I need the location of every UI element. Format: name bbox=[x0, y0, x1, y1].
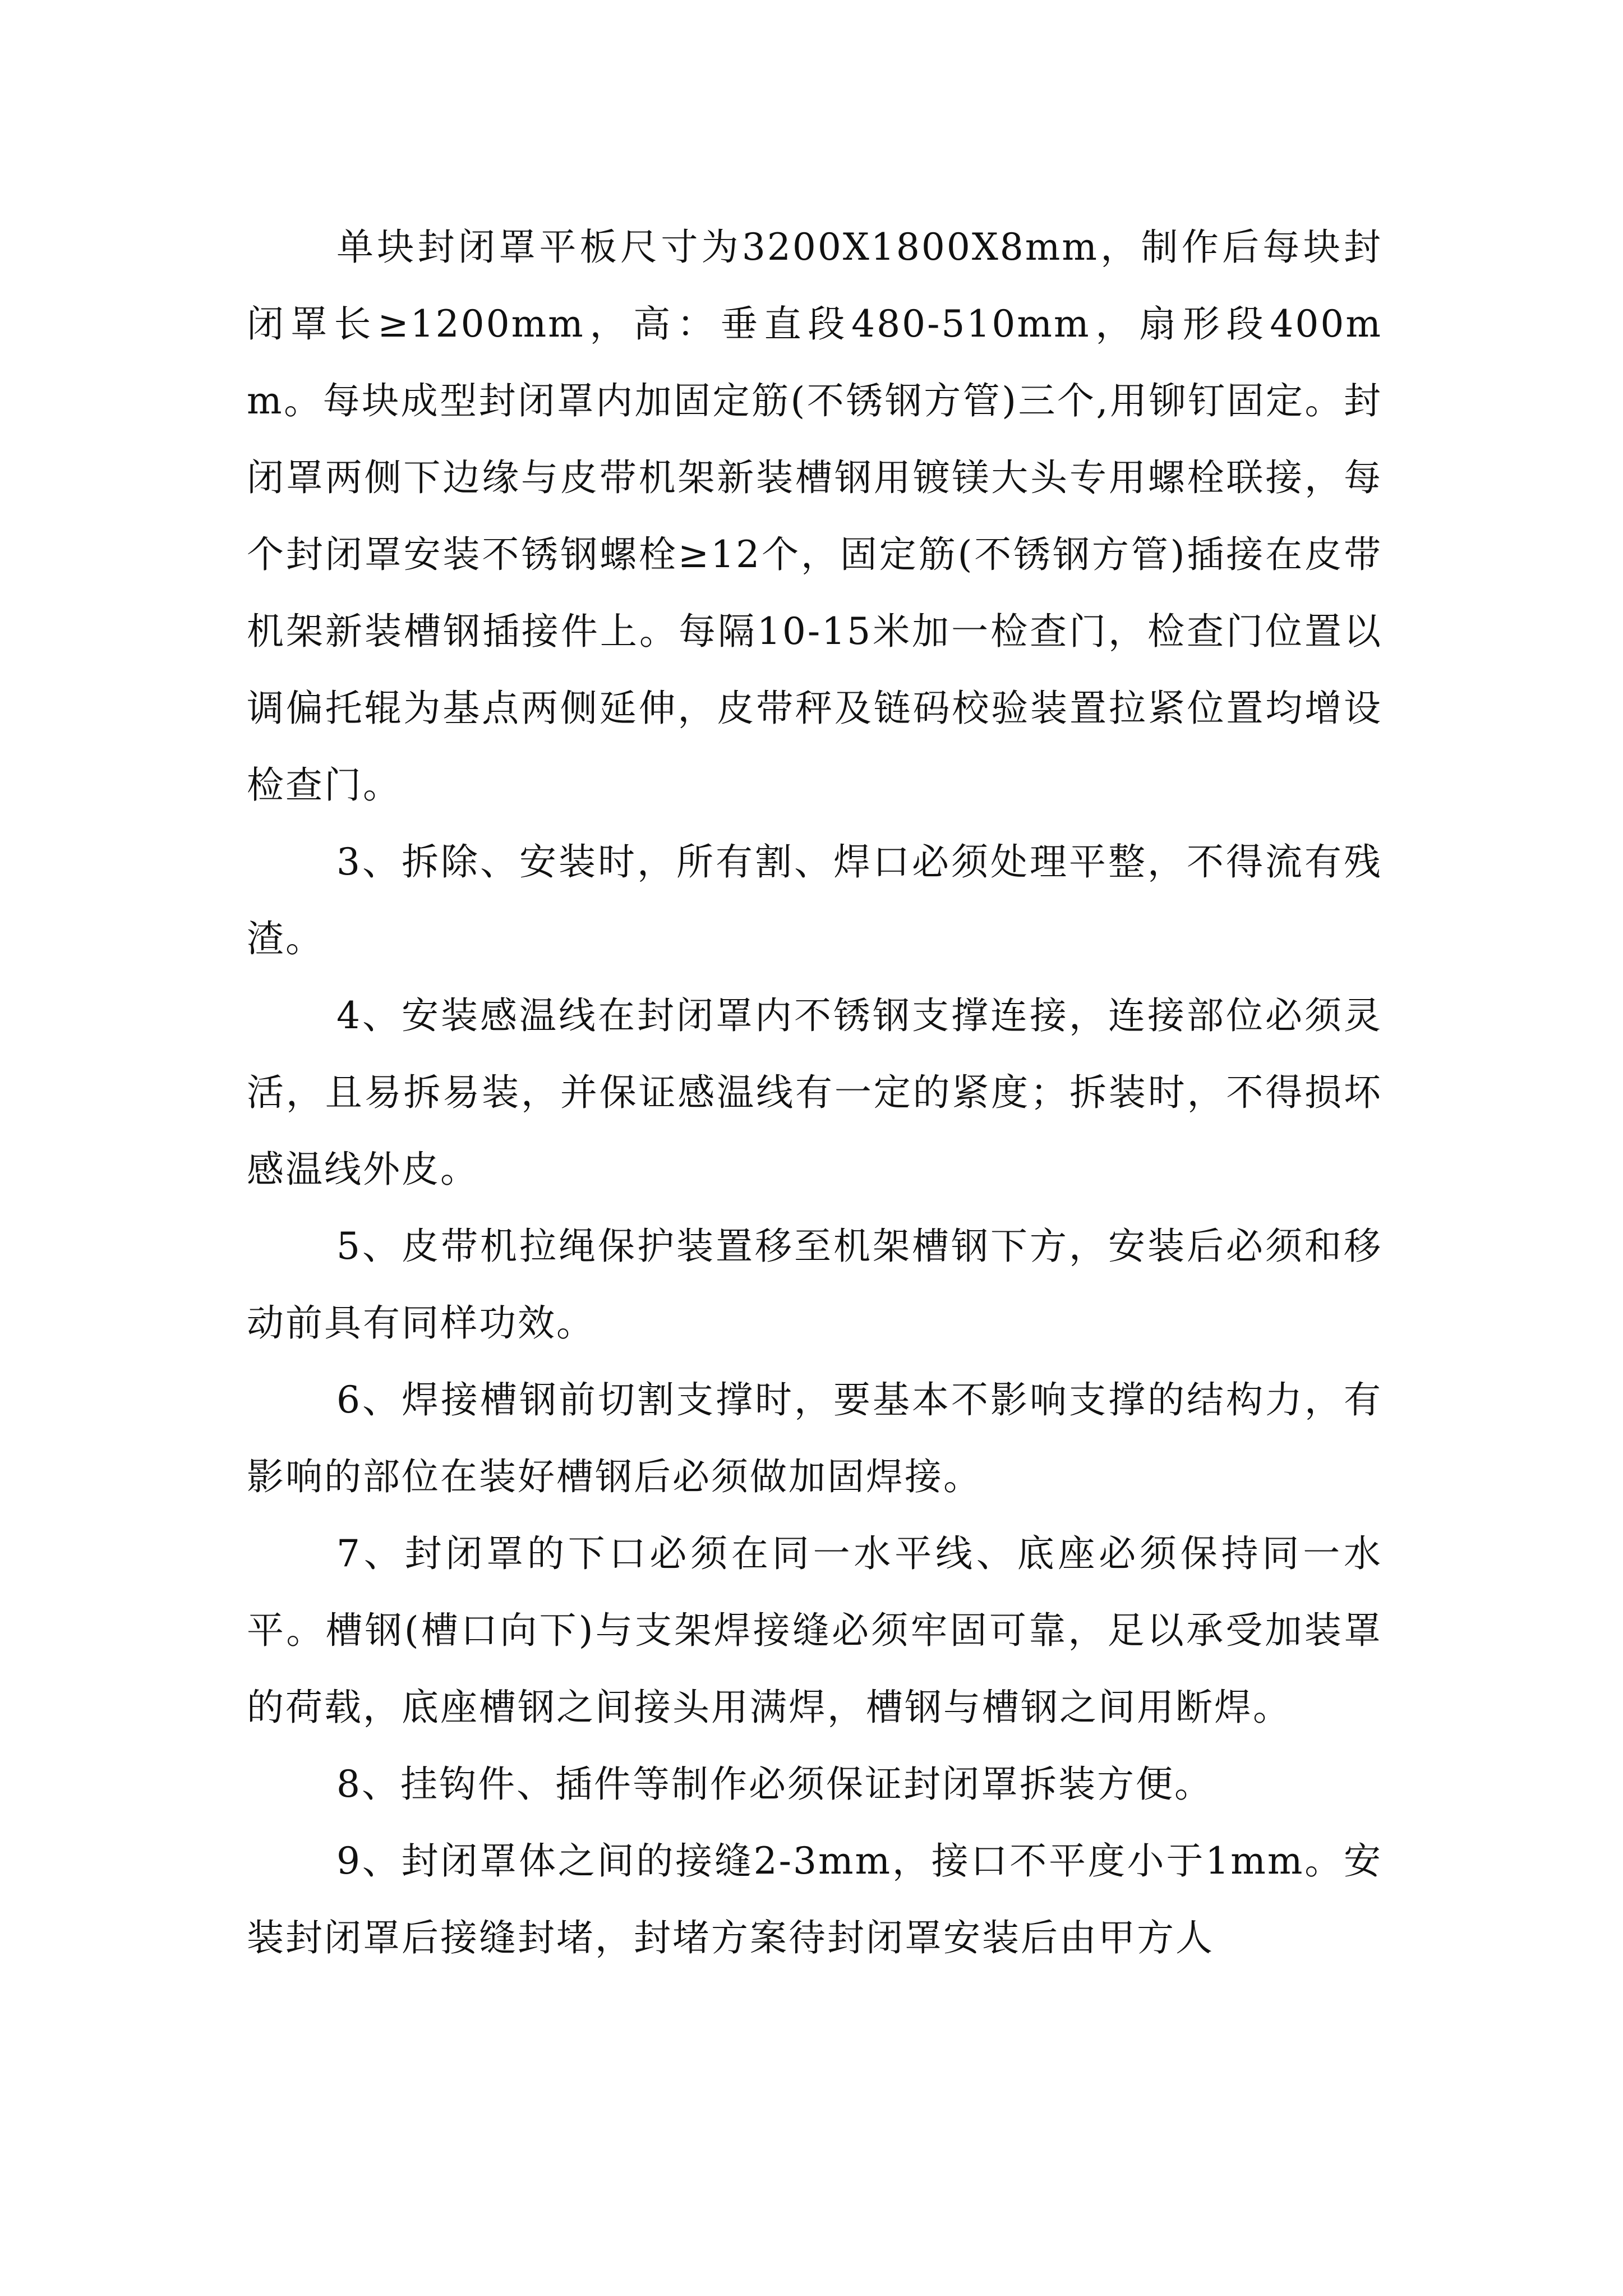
paragraph-item-7: 7、封闭罩的下口必须在同一水平线、底座必须保持同一水平。槽钢(槽口向下)与支架焊接缝必须牢固可靠，足以承受加装罩的荷载，底座槽钢之间接头用满焊，槽钢与槽钢之间用断焊。 bbox=[247, 1532, 1382, 1729]
paragraph-item-8: 8、挂钩件、插件等制作必须保证封闭罩拆装方便。 bbox=[336, 1763, 1213, 1806]
paragraph-enclosure-specs: 单块封闭罩平板尺寸为3200X1800X8mm，制作后每块封闭罩长≥1200mm，高：垂直段480-510mm，扇形段400mm。每块成型封闭罩内加固定筋(不锈钢方管)三个,用铆钉固定。封闭罩两侧下边缘与皮带机架新装槽钢用镀镁大头专用螺栓联接，每个封闭罩安装不锈钢螺栓≥12个，固定筋(不锈钢方管)插接在皮带机架新装槽钢插接件上。每隔10-15米加一检查门，检查门位置以调偏托辊为基点两侧延伸，皮带秤及链码校验装置拉紧位置均增设检查门。 bbox=[247, 226, 1382, 807]
paragraph-item-5: 5、皮带机拉绳保护装置移至机架槽钢下方，安装后必须和移动前具有同样功效。 bbox=[247, 1225, 1382, 1345]
document-body bbox=[247, 209, 1382, 1976]
paragraph-item-4: 4、安装感温线在封闭罩内不锈钢支撑连接，连接部位必须灵活，且易拆易装，并保证感温线有一定的紧度；拆装时，不得损坏感温线外皮。 bbox=[247, 994, 1382, 1191]
paragraph-item-9: 9、封闭罩体之间的接缝2-3mm，接口不平度小于1mm。安装封闭罩后接缝封堵，封堵方案待封闭罩安装后由甲方人 bbox=[247, 1839, 1382, 1959]
paragraph-item-6: 6、焊接槽钢前切割支撑时，要基本不影响支撑的结构力，有影响的部位在装好槽钢后必须做加固焊接。 bbox=[247, 1378, 1382, 1498]
paragraph-item-3: 3、拆除、安装时，所有割、焊口必须处理平整，不得流有残渣。 bbox=[247, 840, 1382, 960]
